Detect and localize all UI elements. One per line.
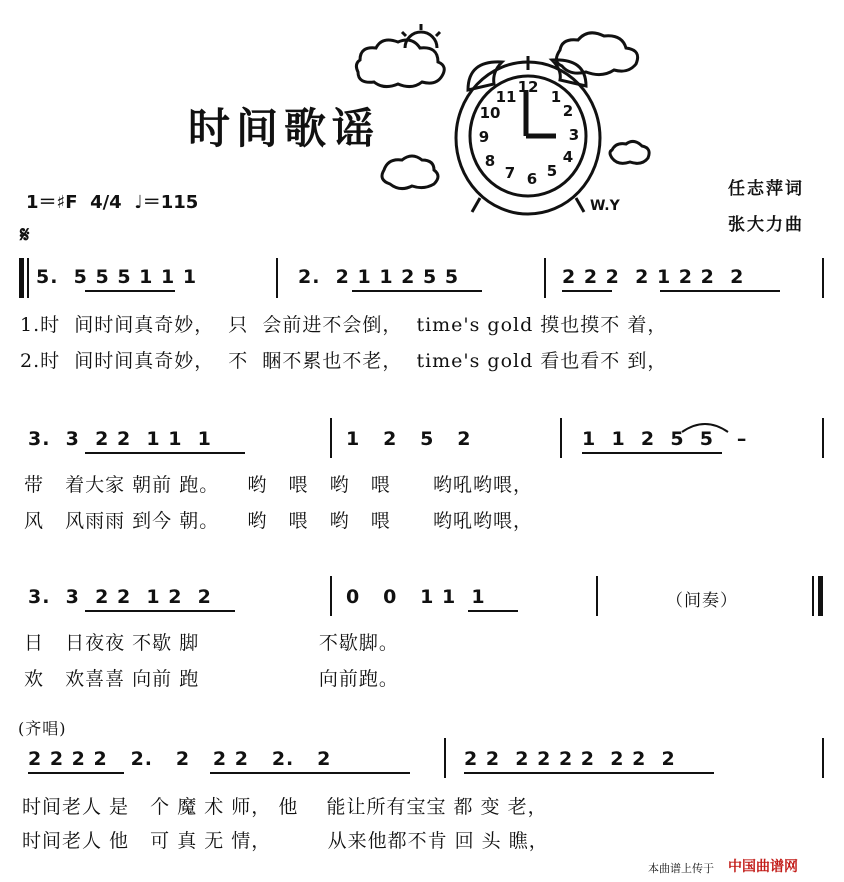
svg-text:1: 1 [550, 88, 562, 106]
beam-line [352, 290, 482, 292]
alarm-clock-illustration [350, 20, 670, 230]
barline [27, 258, 29, 298]
system4-lyrics-verse2: 时间老人 他 可 真 无 情， 从来他都不肯 回 头 瞧， [22, 830, 549, 852]
repeat-barline [19, 258, 24, 298]
beam-line [85, 290, 175, 292]
barline [822, 418, 824, 458]
beam-line [85, 610, 235, 612]
barline [444, 738, 446, 778]
system2-lyrics-verse1: 带 着大家 朝前 跑。 哟 喂 哟 喂 哟吼哟喂， [24, 474, 533, 496]
cloud-icon [610, 141, 649, 163]
barline [330, 418, 332, 458]
beam-line [210, 772, 410, 774]
system3-measure2-notes: 0 0 1 1 1 [346, 586, 486, 608]
section-label: (齐唱) [18, 719, 67, 738]
svg-text:7: 7 [504, 164, 516, 182]
barline [330, 576, 332, 616]
system4-measure2-notes: 2 2 2 2 2 2 2 2 2 [464, 748, 676, 770]
barline [812, 576, 814, 616]
barline [560, 418, 562, 458]
svg-text:4: 4 [562, 148, 574, 166]
svg-text:2: 2 [562, 102, 574, 120]
barline [276, 258, 278, 298]
system2-measure1-notes: 3. 3 2 2 1 1 1 [28, 428, 212, 450]
system3-lyrics-verse2: 欢 欢喜喜 向前 跑 向前跑。 [24, 668, 399, 690]
system1-lyrics-verse1: 1.时 间时间真奇妙， 只 会前进不会倒， time's gold 摸也摸不 着， [20, 314, 668, 336]
system1-measure3-notes: 2 2 2 2 1 2 2 2 [562, 266, 745, 288]
system4-lyrics-verse1: 时间老人 是 个 魔 术 师， 他 能让所有宝宝 都 变 老， [22, 796, 548, 818]
beam-line [582, 452, 722, 454]
key-tempo-marking: 1＝♯F 4/4 ♩＝115 [26, 192, 199, 213]
system1-measure1-notes: 5. 5 5 5 1 1 1 [36, 266, 198, 288]
song-title: 时间歌谣 [188, 104, 381, 153]
beam-line [562, 290, 612, 292]
system2-measure3-notes: 1 1 2 5 5 – [582, 428, 748, 450]
repeat-end-barline [818, 576, 823, 616]
svg-text:8: 8 [484, 152, 496, 170]
svg-text:3: 3 [568, 126, 580, 144]
cloud-icon [556, 33, 637, 75]
artist-initials: W.Y [590, 198, 620, 214]
beam-line [660, 290, 780, 292]
beam-line [28, 772, 124, 774]
interlude-label: （间奏） [666, 591, 738, 611]
beam-line [85, 452, 245, 454]
system3-lyrics-verse1: 日 日夜夜 不歇 脚 不歇脚。 [24, 632, 399, 654]
system3-measure1-notes: 3. 3 2 2 1 2 2 [28, 586, 212, 608]
svg-text:6: 6 [526, 170, 538, 188]
sun-icon [402, 24, 440, 48]
composer-credit: 张大力曲 [728, 215, 804, 235]
system2-lyrics-verse2: 风 风雨雨 到今 朝。 哟 喂 哟 喂 哟吼哟喂， [24, 510, 533, 532]
system1-lyrics-verse2: 2.时 间时间真奇妙， 不 睏不累也不老， time's gold 看也看不 到， [20, 350, 668, 372]
barline [596, 576, 598, 616]
beam-line [468, 610, 518, 612]
system4-measure1-notes: 2 2 2 2 2. 2 2 2 2. 2 [28, 748, 332, 770]
barline [822, 738, 824, 778]
svg-text:11: 11 [495, 88, 517, 106]
segno-icon: 𝄋 [20, 222, 30, 248]
cloud-icon [356, 40, 444, 87]
svg-text:9: 9 [478, 128, 490, 146]
barline [822, 258, 824, 298]
cloud-icon [382, 156, 438, 189]
svg-text:10: 10 [479, 104, 501, 122]
svg-text:12: 12 [517, 78, 539, 96]
beam-line [464, 772, 714, 774]
lyricist-credit: 任志萍词 [728, 179, 804, 199]
system2-measure2-notes: 1 2 5 2 [346, 428, 472, 450]
barline [544, 258, 546, 298]
site-logo[interactable]: 中国曲谱网 [728, 859, 798, 875]
slur-mark [680, 418, 730, 434]
system1-measure2-notes: 2. 2 1 1 2 5 5 [298, 266, 460, 288]
upload-note: 本曲谱上传于 [648, 862, 714, 875]
svg-text:5: 5 [546, 162, 558, 180]
